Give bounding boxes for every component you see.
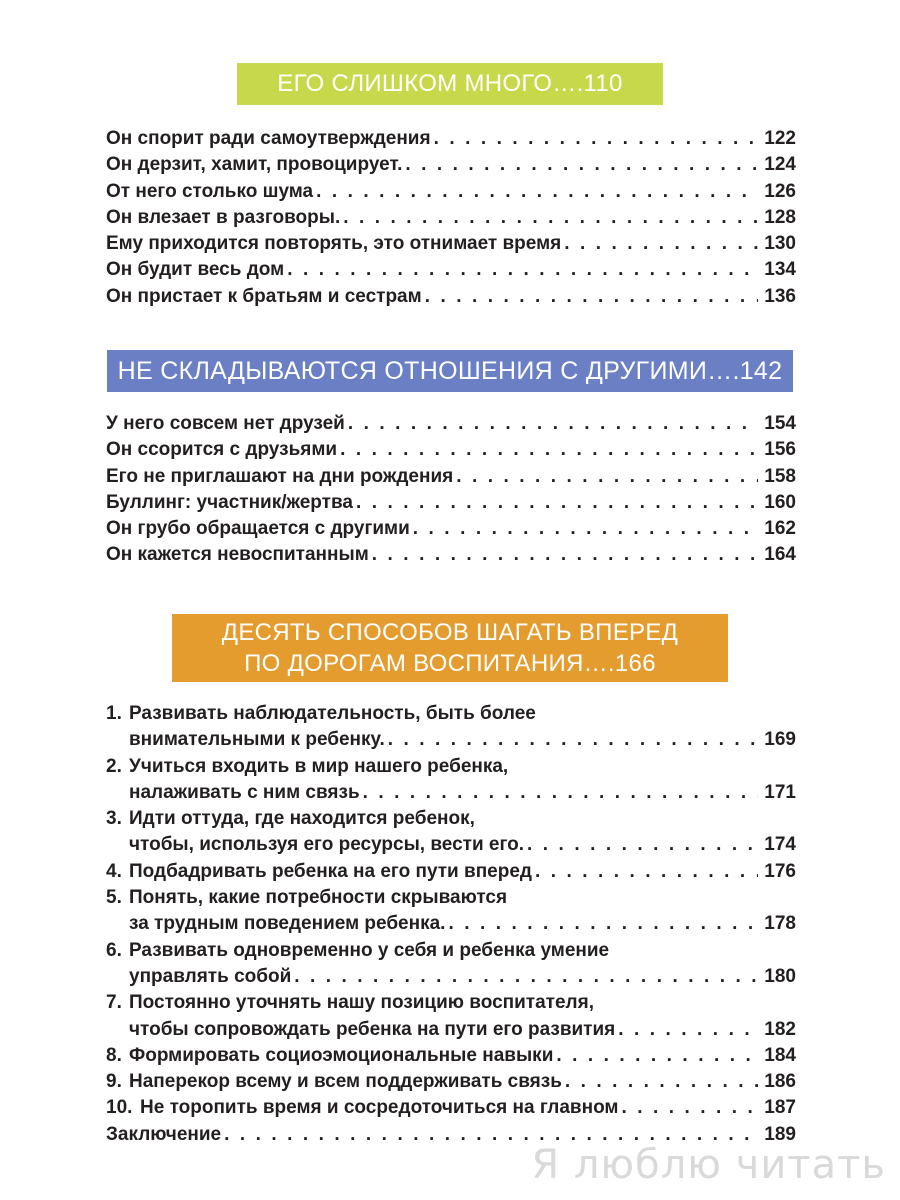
dot-leader: [422, 284, 759, 310]
entry-number: 4.: [106, 860, 122, 882]
section-heading-relationships: НЕ СКЛАДЫВАЮТСЯ ОТНОШЕНИЯ С ДРУГИМИ….142: [107, 350, 793, 392]
dot-leader: [410, 516, 759, 542]
entry-number: 1.: [106, 703, 122, 724]
entry-title: Он спорит ради самоутверждения: [106, 128, 431, 149]
entry-number: 6.: [106, 939, 122, 961]
entry-title: Он кажется невоспитанным: [106, 544, 369, 566]
section-heading-too-much: ЕГО СЛИШКОМ МНОГО….110: [237, 63, 663, 105]
entry-title: Формировать социоэмоциональные навыки: [129, 1044, 554, 1066]
entry-title: Наперекор всему и всем поддерживать связь: [129, 1071, 562, 1093]
entry-title: Заключение: [106, 1123, 222, 1145]
page-number: 162: [764, 518, 796, 540]
dot-leader: [313, 179, 758, 205]
dot-leader: [453, 464, 758, 490]
toc-entry[interactable]: [106, 437, 796, 463]
entry-title-line-2: за трудным поведением ребенка.: [129, 913, 446, 935]
page-number: 180: [764, 965, 796, 987]
section-heading-ten-ways: [172, 614, 728, 682]
dot-leader: [553, 1043, 758, 1069]
toc-entry[interactable]: [106, 126, 796, 152]
toc-entry[interactable]: [106, 990, 796, 1043]
page-number: 126: [764, 180, 796, 202]
dot-leader: [618, 1095, 758, 1121]
entry-title-line-2: внимательными к ребенку.: [129, 729, 385, 751]
page-number: 187: [764, 1097, 796, 1119]
entry-title-line-2: чтобы, используя его ресурсы, вести его.: [129, 834, 525, 856]
dot-leader: [562, 1069, 758, 1095]
toc-entry[interactable]: [106, 490, 796, 516]
dot-leader: [385, 727, 759, 753]
dot-leader: [532, 859, 758, 885]
toc-list-section-1: [106, 126, 796, 310]
entry-number: 10.: [106, 1097, 133, 1119]
toc-entry[interactable]: [106, 885, 796, 938]
entry-title-line-1: Постоянно уточнять нашу позицию воспитателя,: [129, 992, 594, 1014]
toc-entry[interactable]: [106, 701, 796, 754]
heading-line-2: ПО ДОРОГАМ ВОСПИТАНИЯ….166: [244, 650, 656, 677]
entry-title: Его не приглашают на дни рождения: [106, 465, 454, 487]
entry-number: 2.: [106, 755, 122, 777]
dot-leader: [291, 964, 758, 990]
watermark: Я люблю читать: [531, 1142, 886, 1188]
toc-list-section-3: [106, 701, 796, 1148]
entry-title: Буллинг: участник/жертва: [106, 491, 353, 513]
dot-leader: [431, 126, 759, 152]
toc-entry[interactable]: [106, 152, 796, 178]
entry-title: Он дерзит, хамит, провоцирует.: [106, 154, 403, 176]
page-number: 178: [764, 913, 796, 935]
dot-leader: [369, 542, 759, 568]
page-number: 134: [764, 259, 796, 281]
entry-title: От него столько шума: [106, 180, 314, 202]
entry-title: Не торопить время и сосредоточиться на главном: [140, 1097, 619, 1119]
entry-title: Ему приходится повторять, это отнимает время: [106, 233, 562, 255]
page-number: 154: [764, 413, 796, 434]
entry-title-line-1: Учиться входить в мир нашего ребенка,: [129, 755, 509, 777]
dot-leader: [337, 437, 758, 463]
page-number: 182: [764, 1018, 796, 1040]
entry-number: 5.: [106, 887, 122, 909]
dot-leader: [284, 257, 758, 283]
page-number: 124: [764, 154, 796, 176]
entry-title: Он пристает к братьям и сестрам: [106, 285, 422, 307]
toc-entry[interactable]: [106, 284, 796, 310]
toc-entry[interactable]: [106, 411, 796, 437]
page-number: 189: [764, 1123, 796, 1145]
dot-leader: [345, 411, 758, 437]
toc-entry[interactable]: [106, 938, 796, 991]
toc-entry[interactable]: [106, 516, 796, 542]
toc-entry[interactable]: [106, 464, 796, 490]
entry-title: Он будит весь дом: [106, 259, 285, 281]
toc-entry[interactable]: [106, 257, 796, 283]
dot-leader: [561, 231, 758, 257]
page-number: 130: [764, 233, 796, 255]
entry-title-line-2: чтобы сопровождать ребенка на пути его развития: [129, 1018, 616, 1040]
entry-number: 9.: [106, 1071, 122, 1093]
entry-title: Он грубо обращается с другими: [106, 518, 410, 540]
entry-title-line-2: налаживать с ним связь: [129, 781, 360, 803]
entry-title-line-1: Идти оттуда, где находится ребенок,: [129, 808, 475, 830]
toc-entry[interactable]: [106, 1043, 796, 1069]
page-number: 184: [764, 1044, 796, 1066]
page-number: 164: [764, 544, 796, 566]
toc-entry[interactable]: [106, 754, 796, 807]
entry-number: 7.: [106, 992, 122, 1014]
toc-entry[interactable]: [106, 806, 796, 859]
dot-leader: [402, 152, 758, 178]
entry-number: 3.: [106, 808, 122, 830]
page-number: 171: [764, 781, 796, 803]
entry-title-line-1: Развивать наблюдательность, быть более: [129, 703, 536, 724]
toc-entry[interactable]: [106, 859, 796, 885]
page-number: 176: [764, 860, 796, 882]
entry-title: Он ссорится с друзьями: [106, 439, 338, 461]
page-number: 169: [764, 729, 796, 751]
page-number: 128: [764, 206, 796, 228]
page-number: 186: [764, 1071, 796, 1093]
dot-leader: [353, 490, 758, 516]
entry-title-line-1: Развивать одновременно у себя и ребенка умение: [129, 939, 610, 961]
toc-entry[interactable]: [106, 542, 796, 568]
entry-number: 8.: [106, 1044, 122, 1066]
entry-title-line-1: Понять, какие потребности скрываются: [129, 887, 508, 909]
toc-entry[interactable]: [106, 179, 796, 205]
toc-entry[interactable]: [106, 231, 796, 257]
toc-entry[interactable]: [106, 1095, 796, 1121]
dot-leader: [340, 205, 758, 231]
dot-leader: [445, 911, 758, 937]
page-number: 136: [764, 285, 796, 307]
toc-list-section-2: [106, 411, 796, 569]
page-number: 156: [764, 439, 796, 461]
page-number: 160: [764, 491, 796, 513]
entry-title: Подбадривать ребенка на его пути вперед: [129, 860, 532, 882]
entry-title-line-2: управлять собой: [129, 965, 292, 987]
entry-title: У него совсем нет друзей: [106, 413, 345, 434]
dot-leader: [615, 1017, 758, 1043]
toc-entry[interactable]: [106, 205, 796, 231]
heading-line-1: ДЕСЯТЬ СПОСОБОВ ШАГАТЬ ВПЕРЕД: [221, 619, 679, 646]
toc-entry[interactable]: [106, 1069, 796, 1095]
page-number: 122: [764, 128, 796, 149]
dot-leader: [524, 832, 758, 858]
dot-leader: [360, 780, 759, 806]
entry-title: Он влезает в разговоры.: [106, 206, 341, 228]
page-number: 174: [764, 834, 796, 856]
page-number: 158: [764, 465, 796, 487]
